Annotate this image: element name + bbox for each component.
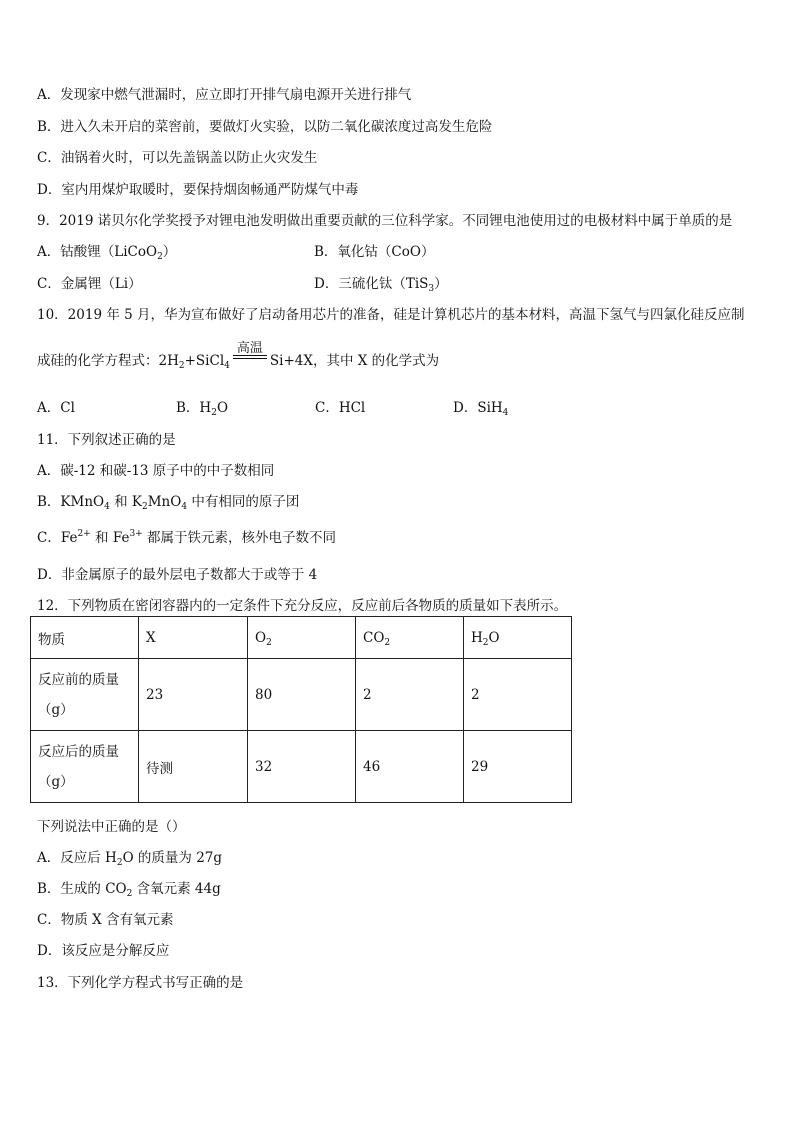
table-cell: 80 xyxy=(248,659,356,731)
q10-option-b xyxy=(176,396,228,416)
table-row-label xyxy=(31,731,139,803)
subscript: 3 xyxy=(428,284,435,294)
table-header-cell: $CO_2$ xyxy=(356,617,464,659)
q12-option-a xyxy=(37,846,222,866)
q10-option-c: C．HCl xyxy=(315,400,366,416)
q12-option-b xyxy=(37,877,221,897)
row-label-line1: 反应后的质量 xyxy=(38,743,119,760)
subscript: 2 xyxy=(157,252,163,262)
subscript: 4 xyxy=(104,502,110,512)
q11-option-c-text: C．Fe xyxy=(37,530,78,546)
subscript: 2 xyxy=(142,502,148,512)
q10-equation-line xyxy=(37,341,440,371)
table-cell: 23 xyxy=(139,659,248,731)
q12-option-b-text: B．生成的 CO xyxy=(37,881,127,897)
q9-option-d xyxy=(314,272,448,292)
row-label-line2: （g） xyxy=(38,701,74,718)
subscript: 2 xyxy=(126,889,133,899)
table-cell: 2 xyxy=(464,659,572,731)
q10-reactant: +SiCl xyxy=(184,353,225,369)
row-label-line1: 反应前的质量 xyxy=(38,671,119,688)
subscript: 4 xyxy=(224,361,230,371)
reaction-condition: 高温 xyxy=(236,341,263,356)
table-cell: 待测 xyxy=(139,731,248,803)
table-row xyxy=(31,731,572,803)
table-row xyxy=(31,659,572,731)
q11-option-d: D．非金属原子的最外层电子数都大于或等于 4 xyxy=(37,567,318,583)
subscript: 2 xyxy=(211,408,217,418)
table-header-cell: 物质 xyxy=(31,617,139,659)
q9-stem: 9．2019 诺贝尔化学奖授予对锂电池发明做出重要贡献的三位科学家。不同锂电池使用过的电极材料中属于单质的是 xyxy=(37,213,733,229)
q12-option-d: D．该反应是分解反应 xyxy=(37,943,170,959)
q11-option-c-mid: 和 Fe xyxy=(90,530,130,546)
table-header-cell: X xyxy=(139,617,248,659)
q11-stem: 11．下列叙述正确的是 xyxy=(37,432,176,448)
subscript: 4 xyxy=(502,408,509,418)
q11-option-b-mid: 和 K xyxy=(109,494,142,510)
q10-option-b-text: B．H xyxy=(176,400,212,416)
q9-option-a xyxy=(37,240,176,260)
table-header-cell: $O_2$ xyxy=(248,617,356,659)
table-cell: 2 xyxy=(356,659,464,731)
q10-option-d-text: D．SiH xyxy=(453,400,503,416)
q11-option-b-text: B．KMnO xyxy=(37,494,105,510)
q8-option-b: B．进入久未开启的菜窖前，要做灯火实验，以防二氧化碳浓度过高发生危险 xyxy=(37,119,493,135)
q11-option-c xyxy=(37,526,336,546)
q12-question: 下列说法中正确的是（） xyxy=(37,819,186,835)
subscript: 4 xyxy=(181,502,188,512)
q9-option-c: C．金属锂（Li） xyxy=(37,276,142,292)
reaction-condition-arrow xyxy=(231,341,269,365)
q12-option-a-text: A．反应后 H xyxy=(37,850,117,866)
table-cell: 29 xyxy=(464,731,572,803)
q9-option-a-tail: ） xyxy=(162,244,177,260)
q9-option-d-text: D．三硫化钛（TiS xyxy=(314,276,429,292)
superscript: 2+ xyxy=(77,529,91,539)
q11-option-b xyxy=(37,490,299,510)
q11-option-b-mid2: MnO xyxy=(147,494,182,510)
q11-option-a: A．碳-12 和碳-13 原子中的中子数相同 xyxy=(37,463,275,479)
q11-option-c-tail: 都属于铁元素，核外电子数不同 xyxy=(142,530,337,546)
q9-option-a-text: A．钴酸锂（LiCoO xyxy=(37,244,158,260)
mass-table xyxy=(30,616,572,803)
subscript: 2 xyxy=(178,361,185,371)
q9-option-b: B．氧化钴（CoO） xyxy=(314,244,435,260)
q10-stem-line1: 10．2019 年 5 月，华为宣布做好了启动备用芯片的准备，硅是计算机芯片的基本材料，高温下氢气与四氯化硅反应制 xyxy=(37,307,745,323)
q12-option-a-tail: O 的质量为 27g xyxy=(122,850,223,866)
q10-option-d xyxy=(453,396,508,416)
q12-option-c: C．物质 X 含有氧元素 xyxy=(37,912,174,928)
table-cell: 32 xyxy=(248,731,356,803)
q8-option-a: A．发现家中燃气泄漏时，应立即打开排气扇电源开关进行排气 xyxy=(37,87,412,103)
q12-option-b-tail: 含氧元素 44g xyxy=(132,881,221,897)
table-header-row xyxy=(31,617,572,659)
table-cell: 46 xyxy=(356,731,464,803)
subscript: 2 xyxy=(116,858,123,868)
row-label-line2: （g） xyxy=(38,773,74,790)
q10-option-b-tail: O xyxy=(216,400,229,416)
superscript: 3+ xyxy=(129,529,143,539)
table-row-label xyxy=(31,659,139,731)
q10-equation-start: 成硅的化学方程式：2H xyxy=(37,353,179,369)
q13-stem: 13．下列化学方程式书写正确的是 xyxy=(37,975,244,991)
q8-option-d: D．室内用煤炉取暖时，要保持烟囱畅通严防煤气中毒 xyxy=(37,182,359,198)
q11-option-b-tail: 中有相同的原子团 xyxy=(187,494,300,510)
q12-stem: 12．下列物质在密闭容器内的一定条件下充分反应，反应前后各物质的质量如下表所示。 xyxy=(37,598,568,614)
table-header-cell: $H_2O$ xyxy=(464,617,572,659)
q9-option-d-tail: ） xyxy=(434,276,448,292)
q10-equation-end: Si+4X，其中 X 的化学式为 xyxy=(269,353,440,369)
q10-option-a: A．Cl xyxy=(37,400,75,416)
q8-option-c: C．油锅着火时，可以先盖锅盖以防止火灾发生 xyxy=(37,150,318,166)
